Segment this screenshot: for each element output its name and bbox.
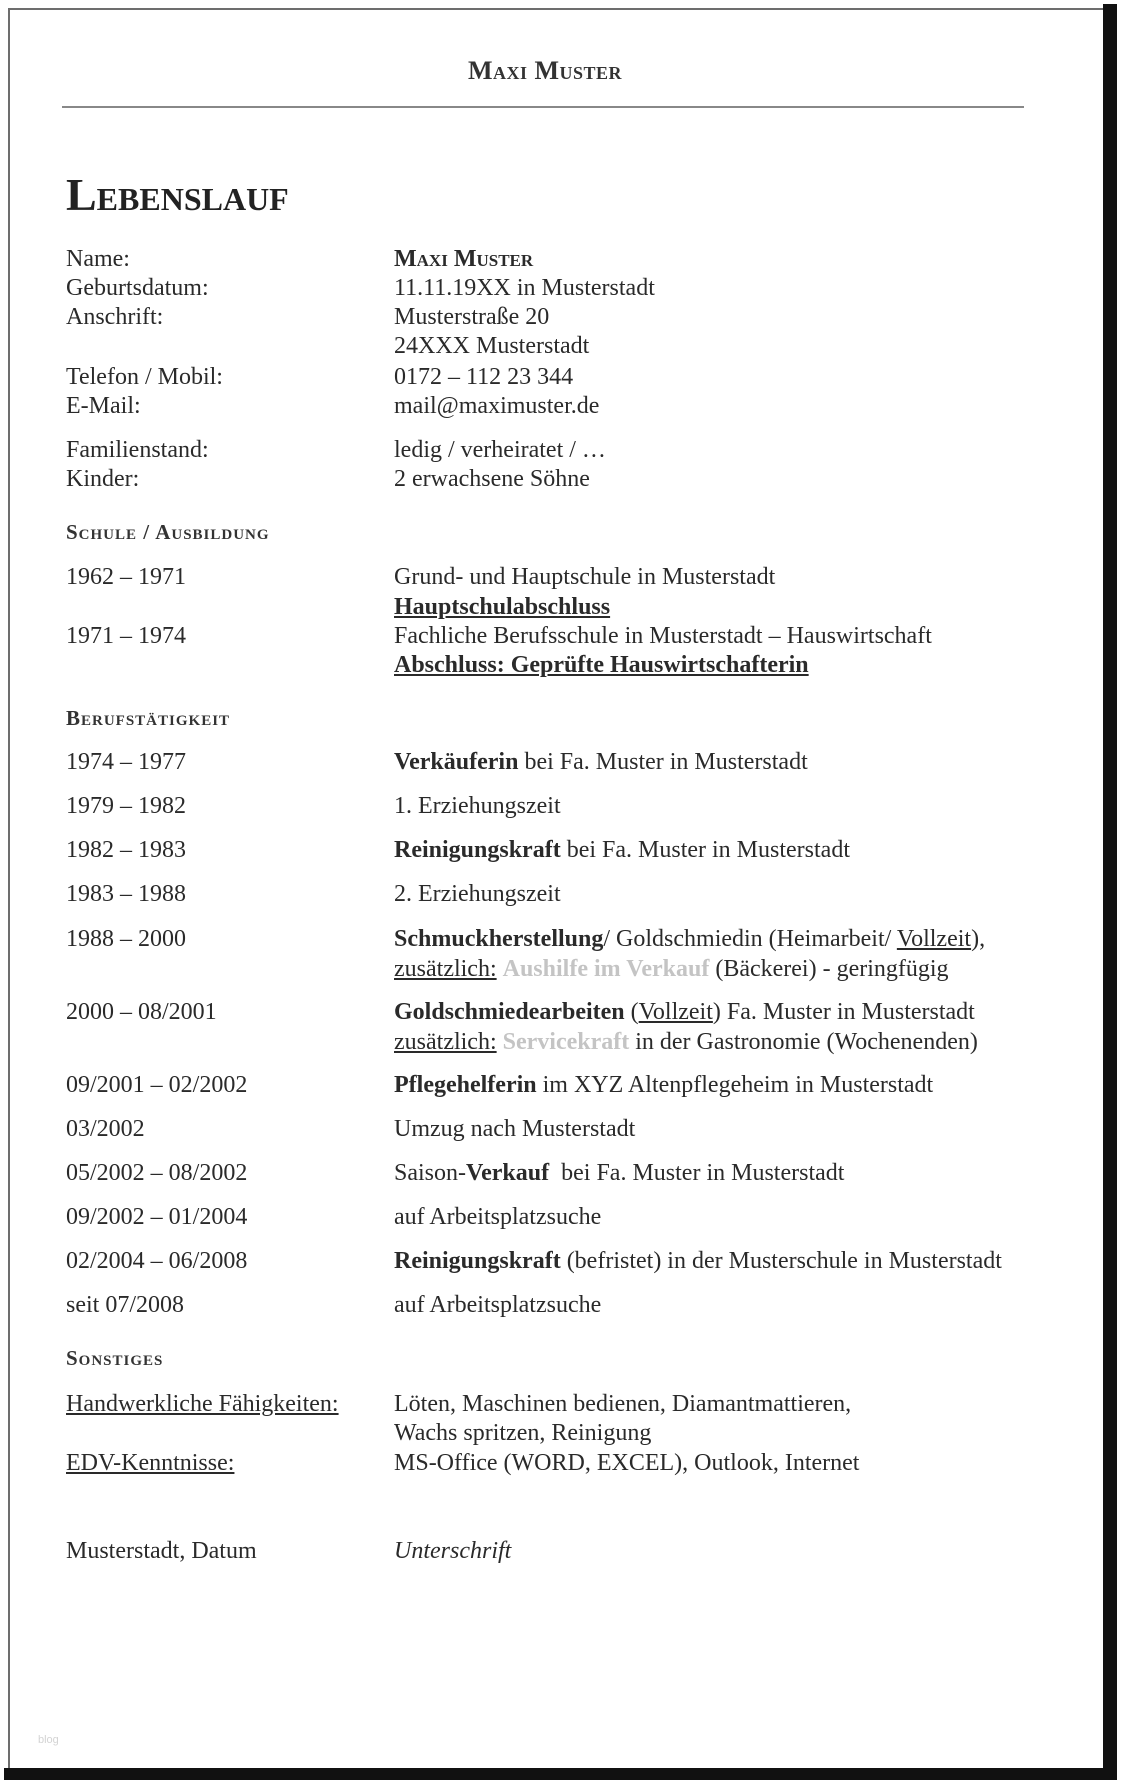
place-date: Musterstadt, Datum — [66, 1538, 257, 1564]
children-label: Kinder: — [66, 466, 140, 492]
school-date-2: 1971 – 1974 — [66, 623, 186, 649]
career-date: 1988 – 2000 — [66, 926, 186, 952]
extra-label: zusätzlich: — [394, 956, 497, 982]
email-value: mail@maximuster.de — [394, 393, 600, 419]
name-value: Maxi Muster — [394, 246, 534, 272]
career-worktime: Vollzeit — [896, 926, 972, 952]
phone-label: Telefon / Mobil: — [66, 364, 223, 390]
career-detail: (befristet) in der Musterschule in Musterstadt — [560, 1248, 1002, 1274]
career-date: 1979 – 1982 — [66, 793, 186, 819]
watermark: blog — [38, 1734, 59, 1746]
career-date: seit 07/2008 — [66, 1292, 184, 1318]
career-entry: Umzug nach Musterstadt — [394, 1116, 636, 1142]
email-label: E-Mail: — [66, 393, 141, 419]
career-entry — [394, 1070, 933, 1100]
career-role: Goldschmiedearbeiten — [394, 999, 625, 1025]
name-label: Name: — [66, 246, 130, 272]
birth-label: Geburtsdatum: — [66, 275, 209, 301]
family-label: Familienstand: — [66, 437, 209, 463]
signature: Unterschrift — [394, 1538, 512, 1564]
career-detail: ) Fa. Muster in Musterstadt — [712, 999, 975, 1025]
extra-detail: in der Gastronomie (Wochenenden) — [629, 1029, 978, 1055]
career-role: Reinigungskraft — [394, 1248, 561, 1274]
address-line1: Musterstraße 20 — [394, 304, 550, 330]
school-desc-2: Fachliche Berufsschule in Musterstadt – Hauswirtschaft — [394, 623, 932, 649]
career-detail: im XYZ Altenpflegeheim in Musterstadt — [536, 1072, 934, 1098]
school-date-1: 1962 – 1971 — [66, 564, 186, 590]
extra-label: zusätzlich: — [394, 1029, 497, 1055]
career-entry — [394, 747, 808, 777]
career-entry: auf Arbeitsplatzsuche — [394, 1204, 602, 1230]
frame-shadow-right — [1103, 4, 1117, 1778]
career-detail: / Goldschmiedin (Heimarbeit/ — [603, 926, 897, 952]
address-line2: 24XXX Musterstadt — [394, 333, 590, 359]
extra-role: Aushilfe im Verkauf — [502, 956, 710, 982]
extra-role: Servicekraft — [502, 1029, 630, 1055]
career-detail: bei Fa. Muster in Musterstadt — [518, 749, 808, 775]
skills-label: Handwerkliche Fähigkeiten: — [66, 1391, 339, 1417]
skills-line1: Löten, Maschinen bedienen, Diamantmattieren, — [394, 1391, 852, 1417]
career-entry — [394, 1158, 844, 1188]
frame-shadow-bottom — [4, 1768, 1117, 1780]
career-entry: 1. Erziehungszeit — [394, 793, 561, 819]
career-detail-end: ), — [971, 926, 986, 952]
career-entry — [394, 835, 850, 865]
school-degree-2: Abschluss: Geprüfte Hauswirtschafterin — [394, 652, 809, 678]
career-entry — [394, 1246, 1002, 1276]
career-detail-pre: ( — [624, 999, 639, 1025]
phone-value: 0172 – 112 23 344 — [394, 364, 574, 390]
career-role: Verkäuferin — [394, 749, 519, 775]
family-value: ledig / verheiratet / … — [394, 437, 606, 463]
career-entry: 2. Erziehungszeit — [394, 881, 561, 907]
career-date: 02/2004 – 06/2008 — [66, 1248, 248, 1274]
school-degree-1: Hauptschulabschluss — [394, 594, 611, 620]
career-detail-pre: Saison- — [394, 1160, 466, 1186]
career-date: 1974 – 1977 — [66, 749, 186, 775]
career-entry: auf Arbeitsplatzsuche — [394, 1292, 602, 1318]
birth-value: 11.11.19XX in Musterstadt — [394, 275, 655, 301]
extra-detail: (Bäckerei) - geringfügig — [709, 956, 949, 982]
header-divider — [62, 106, 1024, 108]
section-heading-other: Sonstiges — [66, 1346, 164, 1370]
document-title: Lebenslauf — [66, 169, 289, 220]
career-date: 09/2002 – 01/2004 — [66, 1204, 248, 1230]
career-entry — [394, 924, 985, 954]
career-detail: bei Fa. Muster in Musterstadt — [549, 1160, 845, 1186]
career-role: Reinigungskraft — [394, 837, 561, 863]
career-extra — [394, 954, 949, 984]
it-skills-label: EDV-Kenntnisse: — [66, 1450, 235, 1476]
section-heading-career: Berufstätigkeit — [66, 706, 231, 730]
career-date: 1982 – 1983 — [66, 837, 186, 863]
career-worktime: Vollzeit — [638, 999, 713, 1025]
section-heading-school: Schule / Ausbildung — [66, 520, 270, 544]
header-name: Maxi Muster — [467, 56, 623, 85]
career-extra — [394, 1027, 978, 1057]
skills-line2: Wachs spritzen, Reinigung — [394, 1420, 652, 1446]
career-date: 05/2002 – 08/2002 — [66, 1160, 248, 1186]
career-detail: bei Fa. Muster in Musterstadt — [560, 837, 850, 863]
career-date: 2000 – 08/2001 — [66, 999, 217, 1025]
address-label: Anschrift: — [66, 304, 164, 330]
it-skills-value: MS-Office (WORD, EXCEL), Outlook, Internet — [394, 1450, 860, 1476]
career-date: 09/2001 – 02/2002 — [66, 1072, 248, 1098]
career-entry — [394, 997, 975, 1027]
career-date: 1983 – 1988 — [66, 881, 186, 907]
career-role: Verkauf — [466, 1160, 550, 1186]
career-date: 03/2002 — [66, 1116, 145, 1142]
children-value: 2 erwachsene Söhne — [394, 466, 590, 492]
career-role: Pflegehelferin — [394, 1072, 537, 1098]
school-desc-1: Grund- und Hauptschule in Musterstadt — [394, 564, 776, 590]
career-role: Schmuckherstellung — [394, 926, 604, 952]
